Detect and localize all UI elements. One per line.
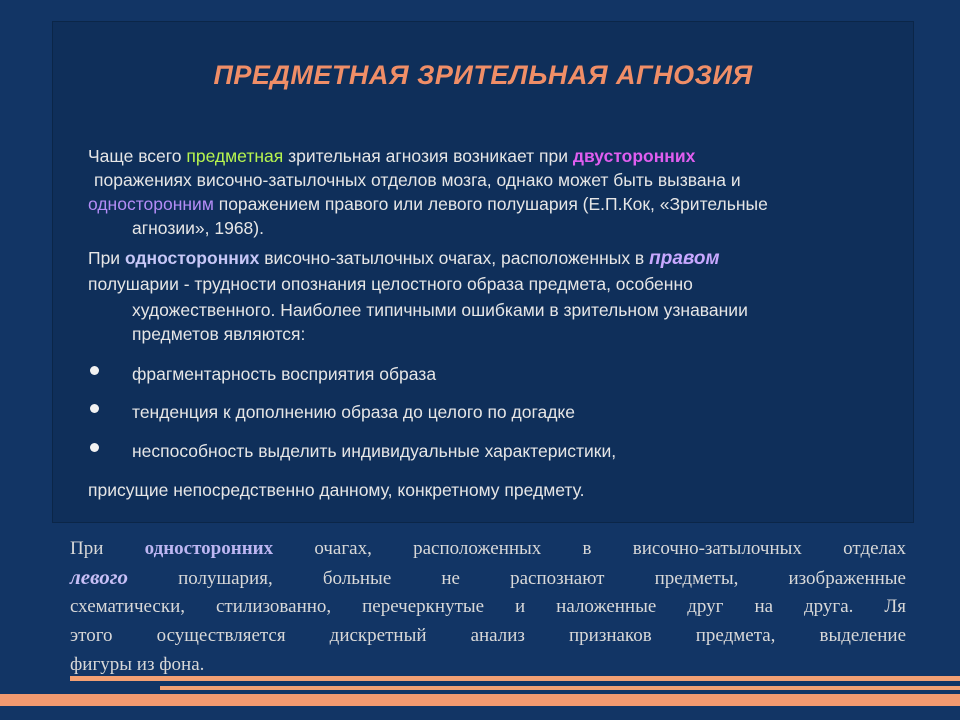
bottom-paragraph [70, 534, 906, 679]
bottom-line1: При односторонних очагах, расположенных в височно-затылочных отделах [70, 538, 906, 559]
bottom-line4: этого осуществляется дискретный анализ признаков предмета, выделение [70, 625, 906, 646]
bullet-text-3: неспособность выделить индивидуальные характеристики, [132, 441, 617, 461]
highlight-dvustoronnih: двусторонних [572, 146, 696, 166]
para1-line3: односторонним поражением правого или левого полушария (Е.П.Кок, «Зрительные [88, 194, 768, 214]
para2-line3: художественного. Наиболее типичными ошибками в зрительном узнавании [132, 300, 748, 320]
bullet-dot-1 [90, 366, 99, 375]
bottom-line3: схематически, стилизованно, перечеркнутые и наложенные друг на друга. Ля [70, 596, 906, 617]
para2-line1: При односторонних височно-затылочных очагах, расположенных в правом [88, 248, 720, 269]
bottom-line5: фигуры из фона. [70, 654, 205, 675]
bullet-text-1: фрагментарность восприятия образа [132, 364, 437, 384]
closing-line: присущие непосредственно данному, конкретному предмету. [88, 480, 585, 500]
bullet-text-2: тенденция к дополнению образа до целого по догадке [132, 402, 575, 422]
highlight-pravom: правом [649, 248, 720, 269]
highlight-levogo: левого [70, 565, 128, 589]
highlight-predmetnaya: предметная [186, 146, 284, 166]
para2-line4: предметов являются: [132, 324, 306, 344]
para2-line2: полушарии - трудности опознания целостного образа предмета, особенно [88, 274, 693, 294]
decorative-stripe-middle [160, 686, 960, 690]
para1-line1: Чаще всего предметная зрительная агнозия возникает при двусторонних [88, 146, 696, 166]
bullet-dot-2 [90, 404, 99, 413]
para1-line4: агнозии», 1968). [132, 218, 264, 238]
decorative-stripe-top [70, 676, 960, 681]
bullet-dot-3 [90, 443, 99, 452]
para1-line2: поражениях височно-затылочных отделов мозга, однако может быть вызвана и [94, 170, 741, 190]
highlight-odnostoronnim: односторонним [88, 194, 214, 214]
highlight-bottom-odnostoronnih: односторонних [144, 538, 274, 559]
slide-title: ПРЕДМЕТНАЯ ЗРИТЕЛЬНАЯ АГНОЗИЯ [213, 60, 753, 90]
decorative-stripe-bottom [0, 694, 960, 706]
highlight-odnostoronnih: односторонних [124, 248, 260, 268]
bottom-line2: левого полушария, больные не распознают предметы, изображенные [70, 565, 906, 589]
